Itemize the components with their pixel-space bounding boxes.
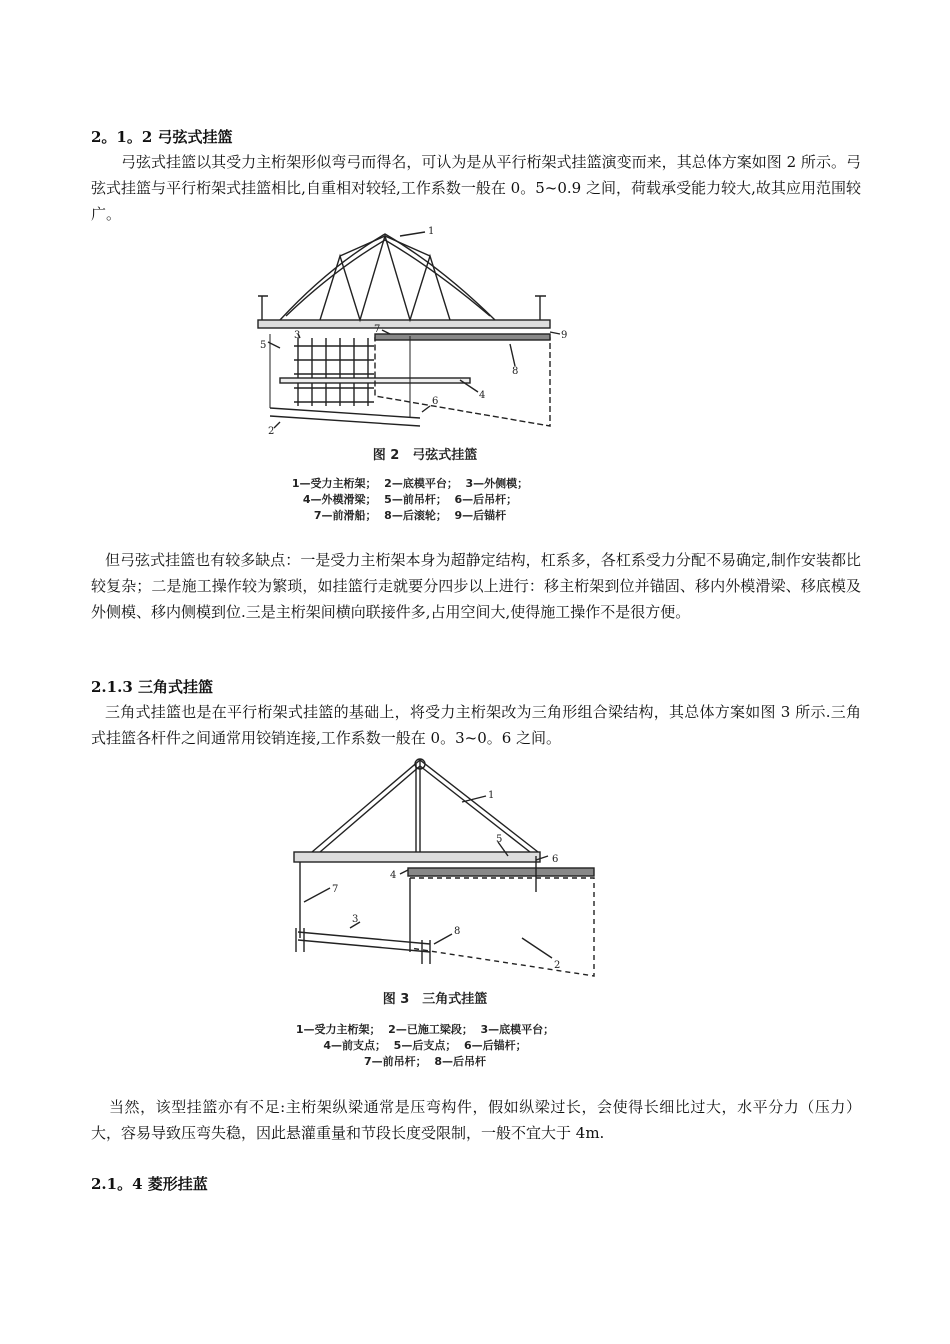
fig2-label-9: 9 [561, 330, 568, 341]
fig2-label-5: 5 [260, 340, 267, 351]
fig2-legend-line-1: 1—受力主桁架； 2—底模平台； 3—外侧模； [291, 477, 529, 490]
paragraph-bowstring-intro: 弓弦式挂篮以其受力主桁架形似弯弓而得名，可认为是从平行桁架式挂篮演变而来，其总体方案如图 2 所示。弓弦式挂篮与平行桁架式挂篮相比,自重相对较轻,工作系数一般在 0。5~0.9 之间，荷载承受能力较大,故其应用范围较广。 [91, 153, 861, 223]
fig2-label-7: 7 [374, 324, 381, 335]
fig2-label-4: 4 [479, 390, 486, 401]
section-heading-2-1-2: 2。1。2 弓弦式挂篮 [91, 128, 233, 146]
figure-3-caption: 图 3 三角式挂篮 [382, 992, 488, 1007]
fig3-legend-line-1: 1—受力主桁架； 2—已施工梁段； 3—底模平台； [295, 1023, 555, 1036]
fig3-label-1: 1 [488, 790, 495, 801]
fig2-label-8: 8 [512, 366, 519, 377]
section-heading-2-1-3: 2.1.3 三角式挂篮 [91, 678, 213, 696]
paragraph-triangle-drawbacks: 当然，该型挂篮亦有不足:主桁架纵梁通常是压弯构件，假如纵梁过长，会使得长细比过大，水平分力（压力）大，容易导致压弯失稳，因此悬灌重量和节段长度受限制，一般不宜大于 4m. [91, 1098, 861, 1142]
section-heading-2-1-4: 2.1。4 菱形挂蓝 [91, 1175, 208, 1193]
fig3-label-3: 3 [352, 914, 359, 925]
fig3-label-5: 5 [496, 834, 503, 845]
fig2-label-2: 2 [268, 426, 275, 436]
fig3-label-8: 8 [454, 926, 461, 937]
figure-3-triangle-diagram [290, 752, 610, 982]
fig2-label-6: 6 [432, 396, 439, 407]
fig2-label-1: 1 [428, 226, 435, 237]
fig3-label-7: 7 [332, 884, 339, 895]
fig2-label-3: 3 [294, 330, 301, 341]
figure-3-legend [255, 1022, 595, 1070]
paragraph-triangle-intro: 三角式挂篮也是在平行桁架式挂篮的基础上，将受力主桁架改为三角形组合梁结构，其总体方案如图 3 所示.三角式挂篮各杆件之间通常用铰销连接,工作系数一般在 0。3~0。6 之间。 [91, 703, 861, 747]
paragraph-bowstring-drawbacks: 但弓弦式挂篮也有较多缺点：一是受力主桁架本身为超静定结构，杠系多，各杠系受力分配不易确定,制作安装都比较复杂；二是施工操作较为繁琐，如挂篮行走就要分四步以上进行：移主桁架到位并锚固、移内外模滑梁、移底模及外侧模、移内侧模到位.三是主桁架间横向联接件多,占用空间大,使得施工操作不是很方便。 [91, 551, 861, 621]
fig3-label-6: 6 [552, 854, 559, 865]
figure-2-bowstring-diagram [250, 226, 570, 436]
fig2-legend-line-2: 4—外模滑梁； 5—前吊杆； 6—后吊杆； [302, 493, 518, 506]
fig3-label-2: 2 [554, 960, 561, 971]
figure-2-caption: 图 2 弓弦式挂篮 [372, 448, 478, 463]
fig3-legend-line-2: 4—前支点； 5—后支点； 6—后锚杆； [323, 1039, 527, 1052]
fig3-label-4: 4 [390, 870, 397, 881]
fig2-legend-line-3: 7—前滑船； 8—后滚轮； 9—后锚杆 [313, 509, 507, 522]
fig3-legend-line-3: 7—前吊杆； 8—后吊杆 [364, 1055, 486, 1068]
figure-2-legend [250, 476, 570, 524]
